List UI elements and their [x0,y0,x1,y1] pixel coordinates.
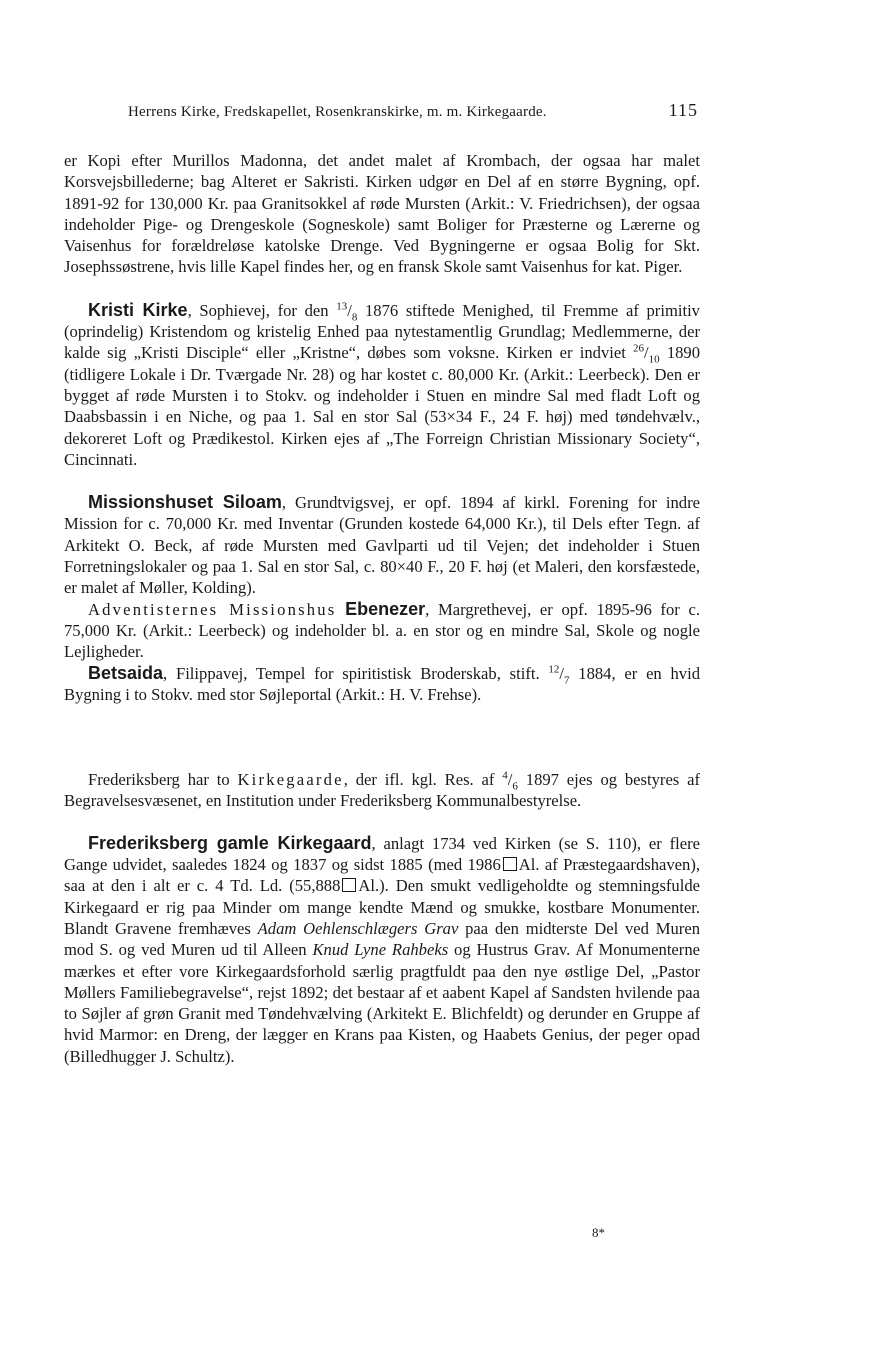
date-numerator: 12 [548,663,560,675]
paragraph-text: , Sophievej, for den [187,300,337,320]
date-denominator: 6 [512,780,518,793]
page [64,100,700,1067]
paragraph-text: , anlagt 1734 ved Kirken (se S. 110), er flere Gange udvidet, saaledes 1824 og 1837 og sidst 1885 (med 1986 [64,833,700,875]
paragraph-text: Al.). Den smukt vedligeholdte og stemningsfulde Kirkegaard er rig paa Minder om mange kendte Mænd og smukke, kostbare Monumenter. Blandt Gravene fremhæves [64,876,700,938]
paragraph-ebenezer [64,599,700,663]
paragraph-text: 1890 (tidligere Lokale i Dr. Tværgade Nr. 28) og har kostet c. 80,000 Kr. (Arkit.: Leerbeck). Den er bygget af røde Mursten i to Stokv. og indeholder i Stuen en mindre Sal med fladt Loft og Daabsbassin i en Niche, og paa 1. Sal en stor Sal (53×34 F., 24 F. høj) med tøndehvælv., dekoreret Loft og Prædikestol. Kirken ejes af „The Forreign Christian Missionary Society“, Cincinnati. [64,343,701,469]
paragraph-kristi-kirke: Kristi Kirke, Sophievej, for den $^{13}/_8$ 1876 stiftede Menighed, til Fremme af primitiv (oprindelig) Kristendom og kristelig Enhed paa nytestamentlig Grundlag; Medlemmerne, der kalde sig „Kristi Disciple“ eller „Kristne“, døbes som voksne. Kirken er indviet $^{26}/_{10}$ 1890 (tidligere Lokale i Dr. Tværgade Nr. 28) og har kostet c. 80,000 Kr. (Arkit.: Leerbeck). Den er bygget af røde Mursten i to Stokv. og indeholder i Stuen en mindre Sal med fladt Loft og Daabsbassin i en Niche, og paa 1. Sal en stor Sal (53×34 F., 24 F. høj) med tøndehvælv., dekoreret Loft og Prædikestol. Kirken ejes af „The Forreign Christian Missionary Society“, Cincinnati. [64,299,701,469]
paragraph-kirkegaarde: Frederiksberg har to Kirkegaarde, der ifl. kgl. Res. af $^4/_6$ 1897 ejes og bestyres af Begravelsesvæsenet, en Institution under Frederiksberg Kommunalbestyrelse. [64,769,700,811]
entry-heading: Ebenezer [345,598,426,619]
spaced-text: Kirkegaarde [237,770,344,790]
date-denominator: 10 [648,353,660,366]
page-number: 115 [668,100,698,120]
paragraph-text: , Filippavej, Tempel for spiritistisk Broderskab, stift. [163,663,549,683]
paragraph-text: 1884, er en hvid Bygning i to Stokv. med stor Søjleportal (Arkit.: H. V. Frehse). [64,663,700,704]
entry-heading: Betsaida [88,662,164,683]
paragraph-gamle-kirkegaard [64,833,700,1067]
entry-heading: Frederiksberg gamle Kirkegaard [88,832,372,853]
body-text [64,150,700,1067]
paragraph-text: 1876 stiftede Menighed, til Fremme af primitiv (oprindelig) Kristendom og kristelig Enhed paa nytestamentlig Grundlag; Medlemmerne, der kalde sig „Kristi Disciple“ eller „Kristne“, døbes som voksne. Kirken er indviet [64,300,700,363]
signature-mark: 8* [592,1225,605,1240]
paragraph-text: , der ifl. kgl. Res. af [343,770,503,790]
paragraph-text: paa den midterste Del ved Muren mod S. og ved Muren ud til Alleen [64,918,700,960]
paragraph-text: , Grundtvigsvej, er opf. 1894 af kirkl. Forening for indre Mission for c. 70,000 Kr. med Inventar (Grunden kostede 64,000 Kr.), til Dels efter Tegn. af Arkitekt O. Beck, af røde Mursten med Gavlparti ud til Vejen; det indeholder i Stuen Forretningslokaler og paa 1. Sal en stor Sal, c. 80×40 F., 20 F. høj (et Maleri, den korsfæstede, er malet af Møller, Kolding). [64,493,700,598]
date-numerator: 26 [633,342,645,355]
paragraph-text: Al. af Præstegaardshaven), saa at den i alt er c. 4 Td. Ld. (55,888 [64,855,700,896]
running-head [64,100,700,128]
date-denominator: 8 [351,311,358,324]
spaced-text: Adventisternes Missionshus [88,599,337,619]
date-numerator: 13 [336,300,348,313]
entry-heading: Kristi Kirke [88,299,188,320]
paragraph-betsaida: Betsaida, Filippavej, Tempel for spiritistisk Broderskab, stift. $^{12}/_7$ 1884, er en hvid Bygning i to Stokv. med stor Søjleportal (Arkit.: H. V. Frehse). [64,662,700,704]
paragraph-text: og Hustrus Grav. Af Monumenterne mærkes et efter vore Kirkegaardsforhold særlig pragtfuldt paa den nye østlige Del, „Pastor Møllers Familiebegravelse“, rejst 1892; det bestaar af et aabent Kapel af Sandsten hvilende paa to Søjler af grøn Granit med Tøndehvælving (Arkitekt E. Blichfeldt) og derunder en Gruppe af hvid Marmor: en Dreng, der lægger en Krans paa Kisten, og Haabets Genius, der peger opad (Billedhugger J. Schultz). [64,940,700,1066]
paragraph-murillo [64,150,700,278]
entry-heading: Missionshuset Siloam [88,492,282,513]
running-title: Herrens Kirke, Fredskapellet, Rosenkranskirke, m. m. Kirkegaarde. [128,104,547,120]
date-numerator: 4 [502,769,508,782]
date-denominator: 7 [564,673,570,686]
square-unit-icon [342,878,356,892]
italic-name: Adam Oehlenschlægers Grav [257,918,459,938]
paragraph-text: 1897 ejes og bestyres af Begravelsesvæsenet, en Institution under Frederiksberg Kommunalbestyrelse. [64,770,700,811]
italic-name: Knud Lyne Rahbeks [312,940,449,960]
paragraph-text: Frederiksberg har to [88,770,238,790]
paragraph-text: , Margrethevej, er opf. 1895-96 for c. 75,000 Kr. (Arkit.: Leerbeck) og indeholder bl. a. en stor og en mindre Sal, Skole og nogle Lejligheder. [64,599,700,662]
square-unit-icon [503,857,517,871]
paragraph-siloam [64,492,700,598]
paragraph-text: er Kopi efter Murillos Madonna, det andet malet af Krombach, der ogsaa har malet Korsvejsbillederne; bag Alteret er Sakristi. Kirken udgør en Del af en større Bygning, opf. 1891-92 for 130,000 Kr. paa Granitsokkel af røde Mursten (Arkit.: V. Friedrichsen), der ogsaa indeholder Pige- og Drengeskole (Sogneskole) samt Boliger for Præsterne og Lærerne og Vaisenhus for forældreløse katolske Drenge. Ved Bygningerne er ogsaa Bolig for Skt. Josephssøstrene, hvis lille Kapel findes her, og en fransk Skole samt Vaisenhus for kat. Piger. [64,151,700,277]
